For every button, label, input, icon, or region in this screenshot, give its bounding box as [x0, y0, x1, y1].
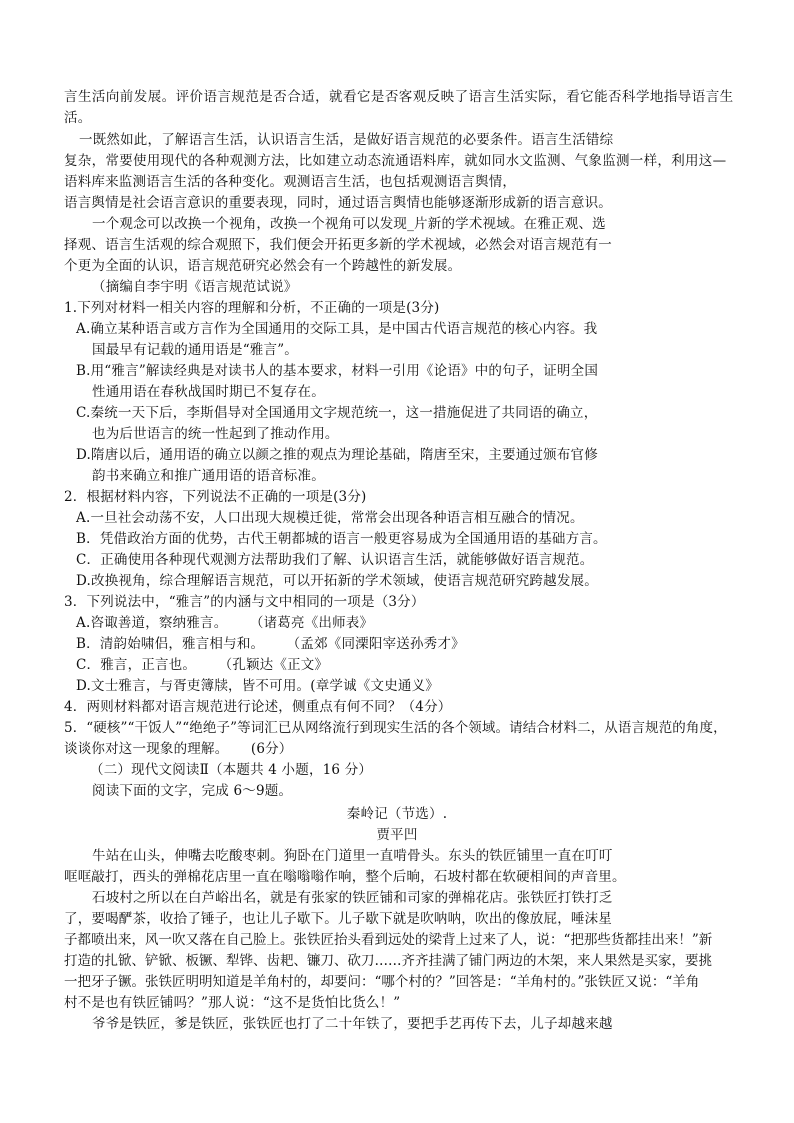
text-line: 复杂，常要使用现代的各种观测方法，比如建立动态流通语料库，就如同水文监测、气象监测一样，利用这—: [64, 153, 727, 169]
text-line: 语料库来监测语言生活的各种变化。观测语言生活，也包括观测语言舆情，: [64, 174, 517, 190]
text-line: 活。: [64, 110, 92, 126]
question-1-option-c-cont: 也为后世语言的统一性起到了推动作用。: [92, 426, 339, 442]
question-1-option-b-cont: 性通用语在春秋战国时期已不复存在。: [92, 384, 325, 400]
text-line: 了，要喝酽茶，收拾了锤子，也让儿子歇下。儿子歇下就是吹呐呐，吹出的像放屁，唾沫星: [64, 911, 612, 927]
question-1: 1.下列对材料一相关内容的理解和分析，不正确的一项是(3分): [64, 300, 440, 316]
text-line: 石坡村之所以在白芦峪出名，就是有张家的铁匠铺和司家的弹棉花店。张铁匠打铁打乏: [92, 890, 613, 906]
question-4: 4．两则材料都对语言规范进行论述，侧重点有何不同？（4分）: [64, 699, 452, 715]
question-2: 2．根据材料内容，下列说法不正确的一项是(3分): [64, 489, 367, 505]
question-3: 3．下列说法中，“雅言”的内涵与文中相同的一项是（3分）: [64, 594, 425, 610]
text-line: 个更为全面的认识，语言规范研究必然会有一个跨越性的新发展。: [64, 258, 462, 274]
section-heading: （二）现代文阅读Ⅱ（本题共 4 小题，16 分）: [90, 762, 373, 778]
question-3-option-c: C．雅言，正言也。 （孔颖达《正文》: [76, 657, 329, 673]
text-line: 一把牙子镢。张铁匠明明知道是羊角村的，却要问：“哪个村的？”回答是：“羊角村的。”张铁匠又说：“羊角: [64, 974, 700, 990]
question-1-option-d: D.隋唐以后，通用语的确立以颜之推的观点为理论基础，隋唐至宋，主要通过颁布官修: [76, 447, 598, 463]
text-line: 打造的扎锨、铲锨、板镢、犁铧、齿耙、镰刀、砍刀……齐齐挂满了铺门两边的木架，来人果然是买家，要挑: [64, 953, 712, 969]
question-2-option-a: A.一旦社会动荡不安，人口出现大规模迁徙，常常会出现各种语言相互融合的情况。: [76, 510, 584, 526]
text-line: 牛站在山头，伸嘴去吃酸枣刺。狗卧在门道里一直啃骨头。东头的铁匠铺里一直在叮叮: [92, 848, 613, 864]
text-line: 语言舆情是社会语言意识的重要表现，同时，通过语言舆情也能够逐渐形成新的语言意识。: [64, 195, 612, 211]
question-1-option-c: C.秦统一天下后，李斯倡导对全国通用文字规范统一，这一措施促进了共同语的确立，: [76, 405, 598, 421]
text-line: 哐哐敲打，西头的弹棉花店里一直在嗡嗡嗡作响，整个后晌，石坡村都在软硬相间的声音里。: [64, 869, 626, 885]
question-1-option-a: A.确立某种语言或方言作为全国通用的交际工具，是中国古代语言规范的核心内容。我: [76, 321, 598, 337]
question-2-option-c: C．正确使用各种现代观测方法帮助我们了解、认识语言生活，就能够做好语言规范。: [76, 552, 594, 568]
question-1-option-d-cont: 韵书来确立和推广通用语的语音标准。: [92, 468, 325, 484]
text-line: 择观、语言生活观的综合观照下，我们便会开拓更多新的学术视域，必然会对语言规范有一: [64, 237, 612, 253]
text-line: 爷爷是铁匠，爹是铁匠，张铁匠也打了二十年铁了，要把手艺再传下去，儿子却越来越: [92, 1016, 613, 1032]
source-citation: （摘编自李宇明《语言规范试说》: [92, 279, 298, 295]
text-line: 一个观念可以改换一个视角，改换一个视角可以发现_片新的学术视域。在雅正观、选: [92, 216, 606, 232]
question-3-option-a: A.咨诹善道，察纳雅言。 （诸葛亮《出师表》: [76, 615, 374, 631]
question-5-cont: 谈谈你对这一现象的理解。 (6分）: [64, 741, 293, 757]
question-1-option-b: B.用“雅言”解读经典是对读书人的基本要求，材料一引用《论语》中的句子，证明全国: [76, 363, 599, 379]
question-3-option-b: B．清韵始啸侣，雅言相与和。 （孟郊《同溧阳宰送孙秀才》: [76, 636, 465, 652]
text-line: 村不是也有铁匠铺吗？”那人说：“这不是货怕比货么！”: [64, 995, 401, 1011]
question-1-option-a-cont: 国最早有记载的通用语是“雅言”。: [92, 342, 299, 358]
text-line: 子都喷出来，风一吹又落在自己脸上。张铁匠抬头看到远处的梁背上过来了人，说：“把那些货都挂出来！”新: [64, 932, 713, 948]
article-author: 贾平凹: [376, 827, 418, 843]
text-line: 一既然如此，了解语言生活，认识语言生活，是做好语言规范的必要条件。语言生活错综: [79, 132, 614, 148]
text-line: 言生活向前发展。评价语言规范是否合适，就看它是否客观反映了语言生活实际，看它能否科学地指导语言生: [64, 89, 734, 105]
section-instruction: 阅读下面的文字，完成 6～9题。: [92, 783, 293, 799]
question-2-option-d: D.改换视角，综合理解语言规范，可以开拓新的学术领域，使语言规范研究跨越发展。: [76, 573, 598, 589]
question-2-option-b: B．凭借政治方面的优势，古代王朝都城的语言一般更容易成为全国通用语的基础方言。: [76, 531, 607, 547]
question-5: 5．“硬核”“干饭人”“绝绝子”等词汇已从网络流行到现实生活的各个领域。请结合材料二，从语言规范的角度，: [64, 720, 727, 736]
article-title: 秦岭记（节选）.: [346, 806, 448, 822]
question-3-option-d: D.文士雅言，与胥吏簿牍，皆不可用。(章学诚《文史通义》: [76, 678, 439, 694]
